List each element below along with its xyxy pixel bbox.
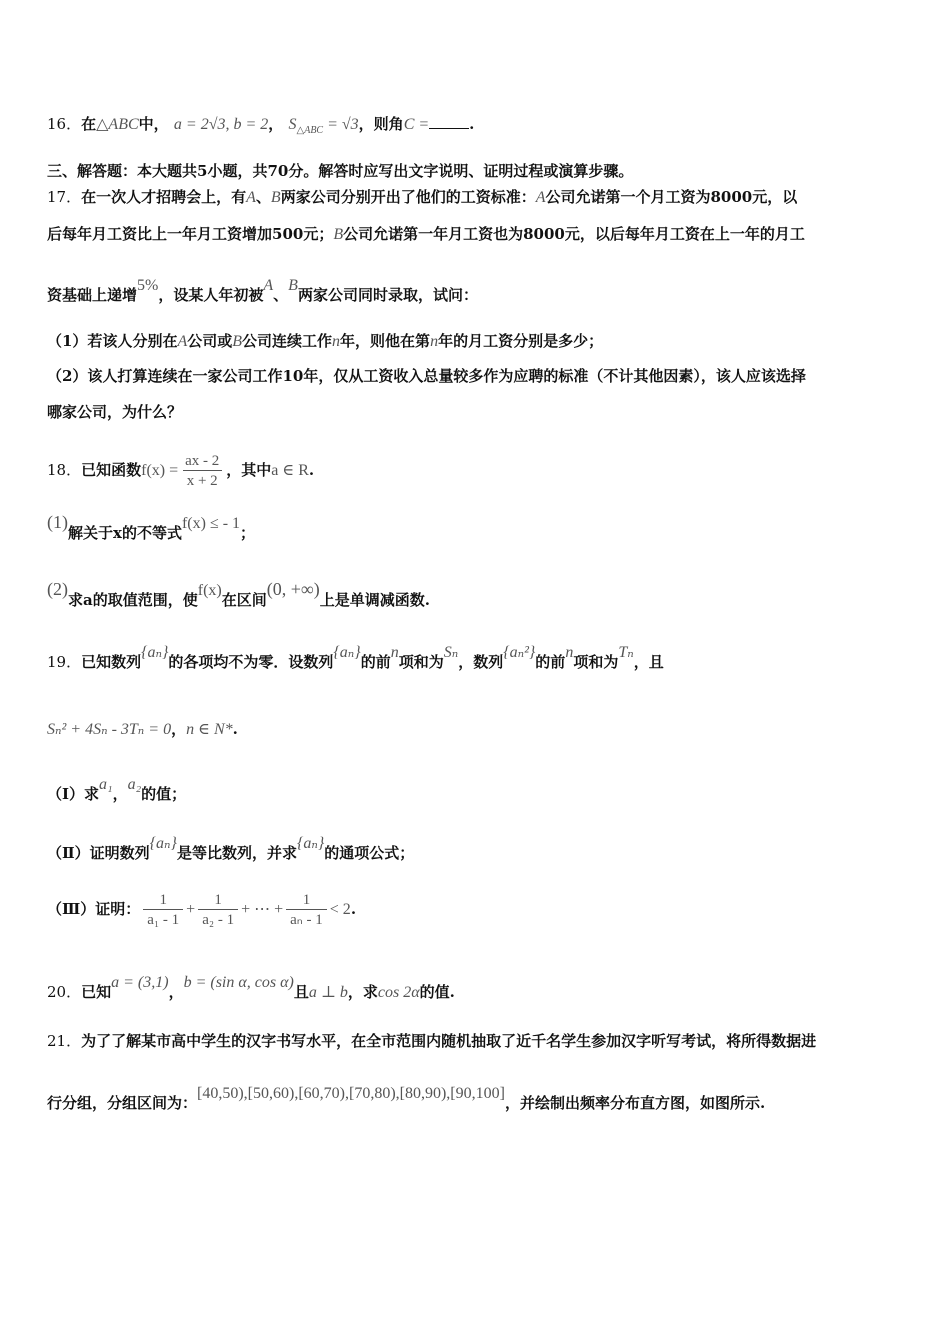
math-a: A [246,189,256,206]
text: 的前 [360,653,391,671]
q19-part-2 [47,835,910,865]
q18-part-1 [47,512,910,545]
math-plus: + [186,901,196,918]
text: 已知 [81,983,112,1001]
text: 求a的取值范围，使 [68,591,198,609]
text: 后每年月工资比上一年月工资增加500元； [47,225,334,243]
q17-line-3 [47,277,910,307]
fraction-denominator: a₁ - 1 [143,909,183,930]
text: （2）该人打算连续在一家公司工作10年，仅从工资收入总量较多作为应聘的标准（不计其他因素），该人应该选择 [47,367,806,385]
text: 、 [255,188,271,206]
math-sides: a = 2√3, b = 2 [173,116,269,133]
math-area [288,116,359,137]
text: 项和为 [573,653,619,671]
math-interval: (0, +∞) [266,579,320,599]
math-sequence: {aₙ} [296,835,325,852]
math-n-domain: n ∈ N* [186,721,233,738]
text: 的值. [419,983,455,1001]
text: 是等比数列，并求 [176,844,297,862]
text: 在 [81,115,97,133]
fraction-numerator: ax - 2 [185,452,220,469]
math-less-than: < 2 [329,901,351,918]
text: 且 [293,983,309,1001]
math-sequence: {aₙ} [141,644,169,661]
math-n: n [332,333,341,350]
q18-number: 18． [47,461,82,479]
math-percent: 5% [137,277,159,294]
text: 公司允诺第一个月工资为8000元，以 [545,188,798,206]
text: 年的月工资分别是多少； [438,332,604,350]
text: ； [240,524,256,542]
text: 中， [138,115,169,133]
text: 哪家公司，为什么？ [47,403,183,421]
q18-part-2 [47,579,910,612]
text: ， [168,983,184,1001]
math-sequence-squared: {aₙ²} [503,644,536,661]
math-s: S [288,116,297,133]
fraction [198,891,238,930]
math-angle-c: C = [403,116,430,133]
math-vector-a: a = (3,1) [111,974,169,991]
part-label: (2) [47,579,68,599]
q21-line-1 [47,1030,910,1052]
text: 项和为 [398,653,444,671]
math-tn: Tₙ [618,644,634,661]
q17-part-1 [47,330,910,353]
text: 上是单调减函数. [319,591,430,609]
text: 公司或 [187,332,233,350]
fraction [181,452,223,491]
text: ，数列 [458,653,504,671]
fraction [286,891,327,930]
text: 解关于x的不等式 [68,524,182,542]
math-ellipsis: + ⋯ + [241,901,284,918]
math-a: A [177,333,188,350]
text: 为了了解某市高中学生的汉字书写水平，在全市范围内随机抽取了近千名学生参加汉字听写考试，将所得数据进 [81,1032,817,1050]
q17-line-2 [47,223,910,246]
q16-line [47,113,910,142]
math-b: B [270,189,281,206]
math-a2: a₂ [127,776,142,793]
text: （Ⅲ）证明： [47,900,141,918]
q21-number: 21． [47,1032,82,1050]
text: ， [268,115,284,133]
math-inequality: f(x) ≤ - 1 [181,515,241,532]
text: 两家公司同时录取，试问： [297,286,478,304]
text: ，设某人年初被 [158,286,264,304]
answer-blank [429,114,469,129]
text: 已知函数 [81,461,142,479]
text: （1）若该人分别在 [47,332,178,350]
math-intervals: [40,50),[50,60),[60,70),[70,80),[80,90),[90,100] [197,1085,505,1102]
math-a: A [263,277,274,294]
math-s-sub: △ABC [296,125,324,137]
text: ， [112,785,128,803]
fraction-numerator: 1 [302,891,311,908]
q20-number: 20． [47,983,82,1001]
text: 的前 [535,653,566,671]
text: 的各项均不为零．设数列 [168,653,334,671]
q17-part-2-line-1 [47,365,910,387]
text: 的值； [141,785,187,803]
text: 年，则他在第 [340,332,431,350]
math-n: n [430,333,439,350]
fraction-denominator: x + 2 [183,470,222,491]
fraction [143,891,183,930]
q19-number: 19． [47,653,82,671]
text: ，则角 [358,115,404,133]
math-a: A [535,189,546,206]
fraction-numerator: 1 [214,891,222,908]
math-domain: a ∈ R [271,462,309,479]
text: （Ⅱ）证明数列 [47,844,150,862]
q17-part-2-line-2 [47,401,910,423]
q17-number: 17． [47,188,82,206]
text: 在区间 [221,591,267,609]
text: 、 [273,286,289,304]
math-n: n [565,644,574,661]
fraction-numerator: 1 [159,891,167,908]
q19-equation [47,718,910,741]
text: ，其中 [226,461,272,479]
text: . [232,720,238,738]
math-f: f(x) = [141,462,179,479]
text: ， [171,720,187,738]
math-s-val: = √3 [323,116,359,133]
q20-line [47,974,910,1004]
math-sequence: {aₙ} [333,644,361,661]
text: . [469,115,475,133]
q19-part-3 [47,887,910,932]
fraction-denominator: aₙ - 1 [286,909,327,930]
math-n: n [390,644,399,661]
math-vector-b: b = (sin α, cos α) [183,974,294,991]
q16-number: 16． [47,115,82,133]
q21-line-2 [47,1085,910,1115]
math-b: B [232,333,243,350]
math-triangle: △ABC [96,116,139,133]
q18-line [47,448,910,493]
q17-line-1 [47,186,910,209]
math-sequence: {aₙ} [149,835,177,852]
text: 行分组，分组区间为： [47,1094,198,1112]
text: . [350,900,357,918]
text: （Ⅰ）求 [47,785,100,803]
section-3-heading [47,160,910,182]
math-f: f(x) [197,582,222,599]
math-perpendicular: a ⊥ b [308,984,348,1001]
text: 公司允诺第一年月工资也为8000元，以后每年月工资在上一年的月工 [343,225,805,243]
math-sn: Sₙ [443,644,459,661]
text: 在一次人才招聘会上，有 [81,188,247,206]
math-b: B [288,277,298,294]
q19-part-1 [47,776,910,806]
fraction-denominator: a₂ - 1 [198,909,238,930]
text: ，并绘制出频率分布直方图，如图所示. [504,1094,766,1112]
text: . [308,461,315,479]
part-label: (1) [47,512,68,532]
text: 资基础上递增 [47,286,138,304]
math-a1: a₁ [99,776,113,793]
text: ，求 [347,983,378,1001]
math-cos-2alpha: cos 2α [377,984,420,1001]
math-equation: Sₙ² + 4Sₙ - 3Tₙ = 0 [47,721,172,738]
math-b: B [333,226,344,243]
section-3-text: 三、解答题：本大题共5小题，共70分。解答时应写出文字说明、证明过程或演算步骤。 [47,162,634,180]
q19-line [47,644,910,674]
text: 的通项公式； [324,844,415,862]
text: 两家公司分别开出了他们的工资标准： [280,188,536,206]
text: ，且 [633,653,664,671]
text: 已知数列 [81,653,142,671]
text: 公司连续工作 [242,332,333,350]
